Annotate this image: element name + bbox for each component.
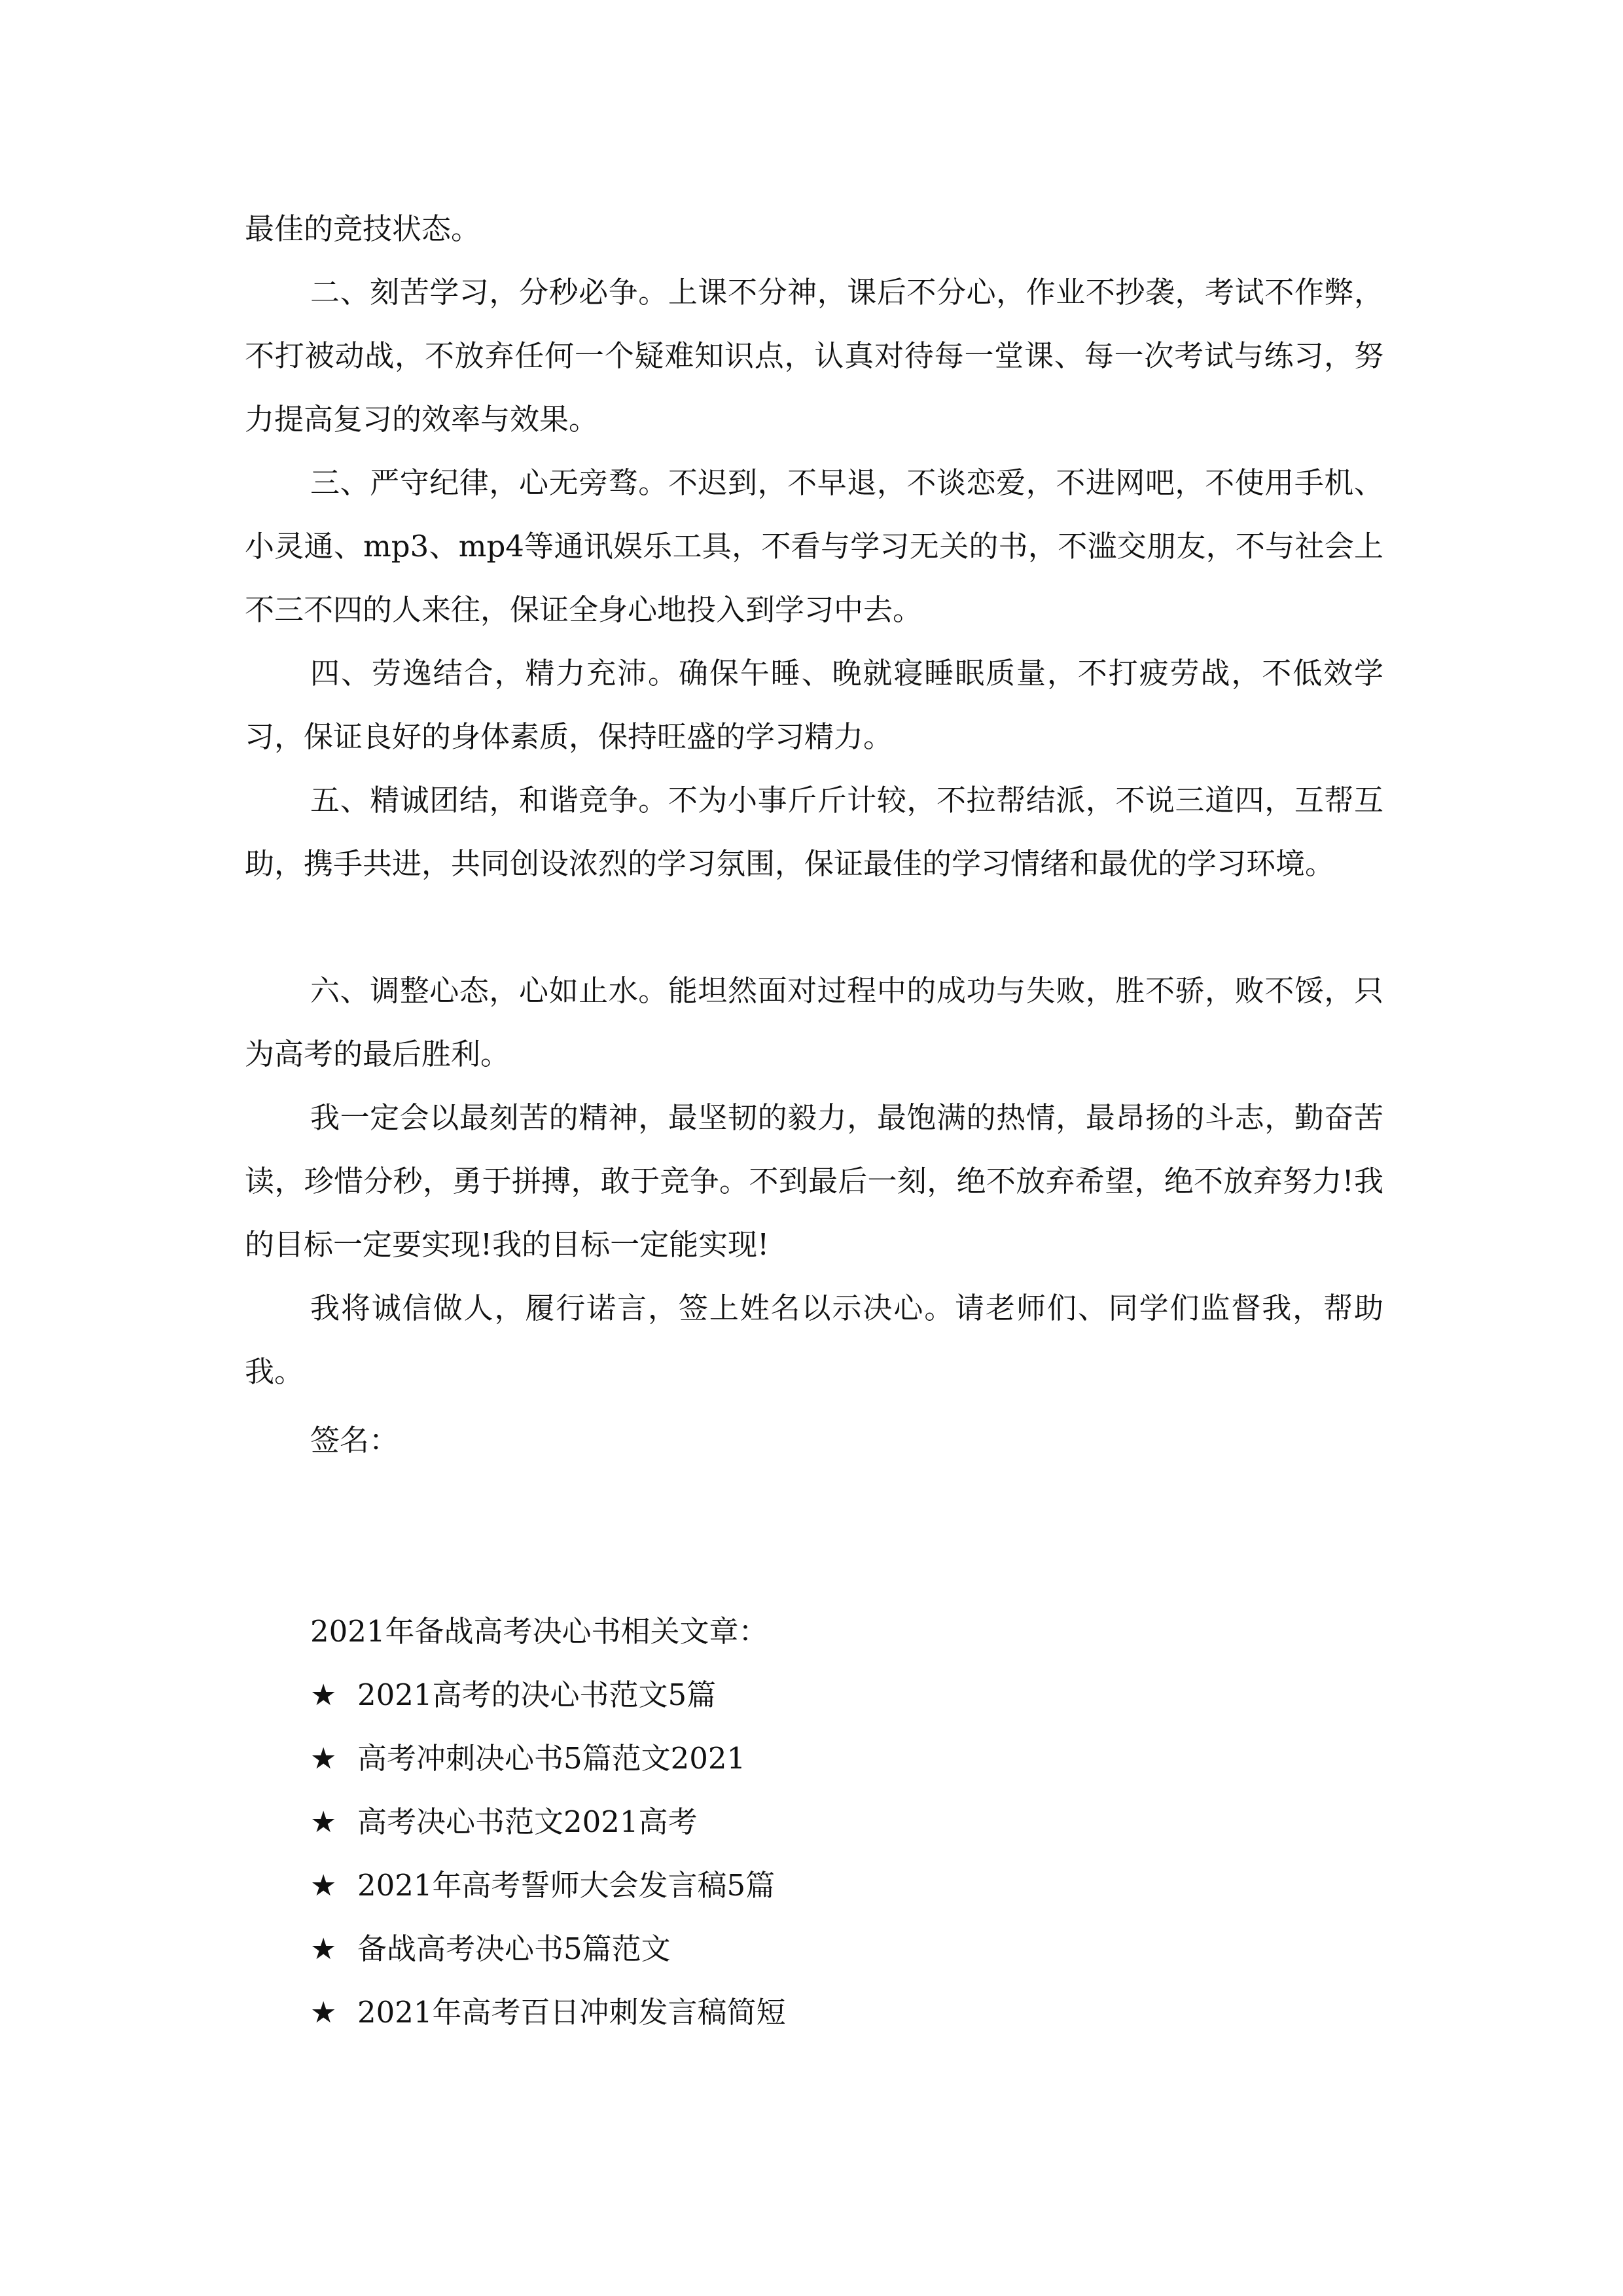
paragraph-rest: 四、劳逸结合，精力充沛。确保午睡、晚就寝睡眠质量，不打疲劳战，不低效学习，保证良好的身体素质，保持旺盛的学习精力。 (245, 656, 1383, 754)
paragraph-mindset: 六、调整心态，心如止水。能坦然面对过程中的成功与失败，胜不骄，败不馁，只为高考的最后胜利。 (245, 973, 1383, 1071)
paragraph-honesty: 我将诚信做人，履行诺言，签上姓名以示决心。请老师们、同学们监督我，帮助我。 (245, 1291, 1383, 1389)
related-article-title: 2021年高考百日冲刺发言稿简短 (357, 1995, 786, 2030)
related-article-link[interactable] (310, 1917, 786, 1981)
related-article-title: 备战高考决心书5篇范文 (357, 1931, 671, 1966)
star-icon: ★ (310, 1804, 337, 1839)
related-articles-list (310, 1663, 786, 2044)
signature-label: 签名： (310, 1423, 399, 1458)
star-icon: ★ (310, 1931, 337, 1966)
paragraph-unity: 五、精诚团结，和谐竞争。不为小事斤斤计较，不拉帮结派，不说三道四，互帮互助，携手共进，共同创设浓烈的学习氛围，保证最佳的学习情绪和最优的学习环境。 (245, 783, 1383, 881)
related-article-title: 高考决心书范文2021高考 (357, 1804, 698, 1839)
paragraph-study-hard: 二、刻苦学习，分秒必争。上课不分神，课后不分心，作业不抄袭，考试不作弊，不打被动战，不放弃任何一个疑难知识点，认真对待每一堂课、每一次考试与练习，努力提高复习的效率与效果。 (245, 275, 1383, 437)
related-article-link[interactable] (310, 1981, 786, 2044)
related-article-title: 高考冲刺决心书5篇范文2021 (357, 1741, 746, 1776)
related-articles-title: 2021年备战高考决心书相关文章： (310, 1614, 768, 1649)
paragraph-continuation: 最佳的竞技状态。 (245, 211, 481, 246)
related-article-link[interactable] (310, 1790, 786, 1854)
related-article-title: 2021年高考誓师大会发言稿5篇 (357, 1868, 776, 1903)
related-article-title: 2021高考的决心书范文5篇 (357, 1677, 717, 1712)
related-article-link[interactable] (310, 1663, 786, 1727)
star-icon: ★ (310, 1677, 337, 1712)
star-icon: ★ (310, 1995, 337, 2030)
paragraph-discipline: 三、严守纪律，心无旁骛。不迟到，不早退，不谈恋爱，不进网吧，不使用手机、小灵通、mp3、mp4等通讯娱乐工具，不看与学习无关的书，不滥交朋友，不与社会上不三不四的人来往，保证全身心地投入到学习中去。 (245, 465, 1383, 627)
star-icon: ★ (310, 1868, 337, 1903)
related-article-link[interactable] (310, 1727, 786, 1790)
star-icon: ★ (310, 1741, 337, 1776)
paragraph-pledge: 我一定会以最刻苦的精神，最坚韧的毅力，最饱满的热情，最昂扬的斗志，勤奋苦读，珍惜分秒，勇于拼搏，敢于竞争。不到最后一刻，绝不放弃希望，绝不放弃努力!我的目标一定要实现!我的目标一定能实现! (245, 1100, 1383, 1262)
related-article-link[interactable] (310, 1854, 786, 1917)
